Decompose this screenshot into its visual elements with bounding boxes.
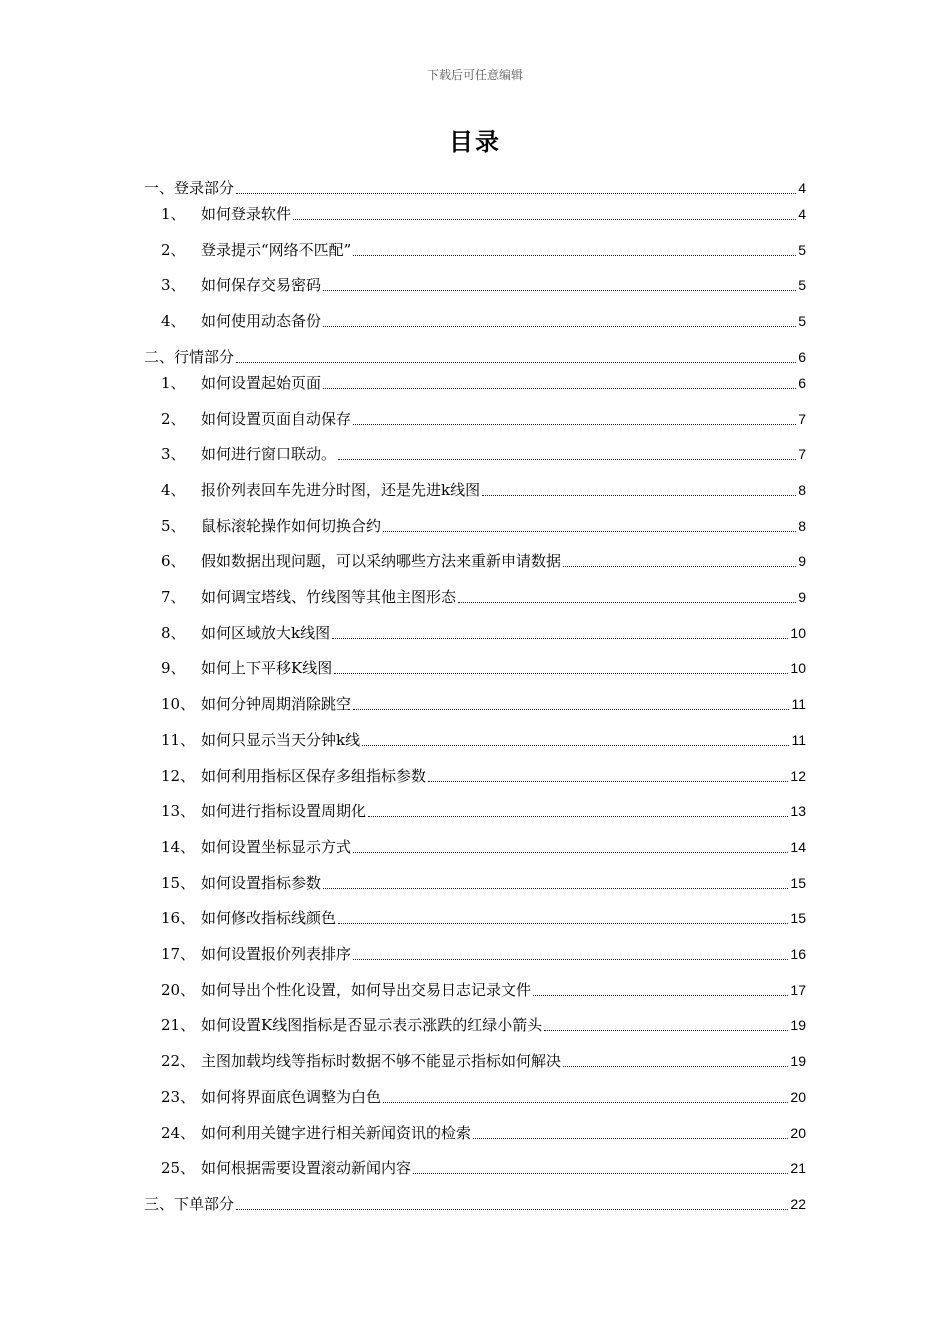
toc-entry-number: 6、 [161,552,186,571]
toc-entry-page-number: 15 [790,910,806,927]
toc-entry[interactable] [161,307,806,331]
toc-entry[interactable] [161,271,806,295]
toc-entry[interactable] [161,976,806,1000]
toc-entry-page-number: 7 [798,410,806,427]
page-title: 目录 [449,127,501,156]
toc-entry-title: 如何导出个性化设置，如何导出交易日志记录文件 [201,980,532,999]
toc-dot-leader [323,290,796,291]
toc-entry-number: 一、 [144,179,175,197]
toc-entry-page-number: 9 [798,589,806,605]
toc-entry-page-number: 20 [790,1124,806,1141]
toc-entry-page-number: 13 [790,803,806,820]
toc-entry-title: 如何进行窗口联动。 [201,445,337,464]
toc-entry-title: 如何利用指标区保存多组指标参数 [201,766,427,785]
toc-entry-title: 如何上下平移K线图 [201,659,333,678]
toc-dot-leader [428,781,788,782]
toc-entry[interactable] [161,869,806,893]
toc-entry-title: 如何设置页面自动保存 [201,409,352,428]
toc-entry-title: 如何利用关键字进行相关新闻资讯的检索 [201,1123,472,1142]
toc-entry-page-number: 9 [798,553,806,570]
toc-entry-number: 11、 [161,730,196,749]
toc-entry-title: 如何区域放大k线图 [201,623,331,642]
toc-entry[interactable] [161,762,806,786]
toc-entry-title: 如何将界面底色调整为白色 [201,1087,382,1106]
toc-entry-page-number: 4 [798,180,806,196]
toc-dot-leader [293,219,796,220]
toc-entry-title: 登录提示“网络不匹配” [201,240,352,259]
toc-dot-leader [236,193,796,194]
toc-entry-number: 4、 [161,480,186,499]
toc-entry-number: 2、 [161,409,186,428]
toc-entry[interactable] [161,369,806,393]
toc-dot-leader [334,673,788,674]
toc-entry-number: 14、 [161,837,196,856]
toc-entry-number: 8、 [161,623,186,642]
toc-entry[interactable] [161,547,806,571]
toc-entry[interactable] [161,405,806,429]
toc-entry-title: 行情部分 [174,347,235,366]
toc-entry-page-number: 20 [790,1088,806,1105]
toc-dot-leader [236,362,796,363]
toc-entry[interactable] [161,940,806,964]
toc-dot-leader [473,1138,788,1139]
toc-entry-number: 25、 [161,1159,196,1178]
toc-entry-page-number: 4 [798,206,806,222]
toc-entry-number: 9、 [161,659,186,678]
toc-entry-page-number: 16 [790,946,806,962]
toc-entry-number: 10、 [161,695,196,714]
toc-dot-leader [323,388,796,389]
toc-entry-number: 3、 [161,445,186,464]
toc-entry-title: 鼠标滚轮操作如何切换合约 [201,516,382,535]
toc-entry[interactable] [144,174,806,198]
toc-dot-leader [482,495,796,496]
toc-entry-title: 如何调宝塔线、竹线图等其他主图形态 [201,588,457,606]
toc-dot-leader [323,326,796,327]
toc-entry[interactable] [161,1047,806,1071]
toc-entry[interactable] [161,833,806,857]
toc-entry-title: 如何使用动态备份 [201,312,322,331]
toc-entry-title: 如何设置起始页面 [201,373,322,392]
toc-entry-number: 3、 [161,276,186,295]
toc-entry[interactable] [144,343,806,367]
toc-entry[interactable] [161,797,806,821]
toc-entry-title: 如何设置坐标显示方式 [201,837,352,856]
toc-dot-leader [323,888,788,889]
toc-entry-number: 22、 [161,1052,196,1071]
toc-dot-leader [332,638,788,639]
toc-entry[interactable] [161,904,806,928]
toc-entry-number: 2、 [161,240,186,259]
toc-dot-leader [353,852,788,853]
toc-entry-page-number: 6 [798,348,806,365]
toc-entry-page-number: 12 [790,767,806,784]
toc-entry-number: 20、 [161,980,196,999]
toc-entry-number: 三、 [144,1194,175,1213]
toc-entry-page-number: 14 [790,838,806,855]
toc-entry[interactable] [161,1011,806,1035]
toc-entry-page-number: 19 [790,1053,806,1070]
toc-entry-title: 如何登录软件 [201,205,292,223]
toc-dot-leader [362,745,789,746]
toc-entry-number: 7、 [161,588,186,606]
toc-entry-title: 假如数据出现问题，可以采纳哪些方法来重新申请数据 [201,552,562,571]
toc-entry-title: 如何进行指标设置周期化 [201,802,367,821]
toc-entry[interactable] [161,512,806,536]
toc-entry-title: 如何分钟周期消除跳空 [201,695,352,714]
toc-entry[interactable] [161,690,806,714]
toc-entry-title: 如何保存交易密码 [201,276,322,295]
toc-entry-page-number: 19 [790,1017,806,1034]
toc-dot-leader [563,1066,788,1067]
page-header: 下载后可任意编辑 [426,68,523,82]
toc-entry[interactable] [161,619,806,643]
toc-entry-number: 4、 [161,312,186,331]
toc-dot-leader [353,424,796,425]
toc-entry-number: 12、 [161,766,196,785]
toc-entry-title: 如何设置K线图指标是否显示表示涨跌的红绿小箭头 [201,1016,543,1035]
toc-dot-leader [236,1209,788,1210]
toc-entry-page-number: 10 [790,624,806,641]
toc-entry[interactable] [161,200,806,224]
toc-dot-leader [353,255,796,256]
toc-entry-number: 21、 [161,1016,196,1035]
toc-dot-leader [383,1102,788,1103]
toc-entry[interactable] [161,476,806,500]
toc-dot-leader [368,816,788,817]
toc-entry[interactable] [161,583,806,607]
toc-dot-leader [533,995,788,996]
toc-entry-number: 二、 [144,347,175,366]
toc-entry-number: 16、 [161,909,196,928]
toc-entry[interactable] [161,440,806,464]
toc-entry-page-number: 11 [791,696,806,713]
toc-entry-page-number: 10 [790,660,806,677]
toc-entry-number: 5、 [161,516,186,535]
toc-entry[interactable] [161,236,806,260]
toc-entry-number: 15、 [161,873,196,892]
toc-dot-leader [563,566,796,567]
toc-entry-page-number: 17 [790,981,806,998]
toc-entry-page-number: 11 [791,731,806,748]
toc-entry-page-number: 21 [790,1160,806,1177]
toc-dot-leader [413,1173,788,1174]
toc-entry-title: 如何设置报价列表排序 [201,945,352,963]
toc-entry-number: 1、 [161,205,186,223]
toc-entry-title: 主图加载均线等指标时数据不够不能显示指标如何解决 [201,1052,562,1071]
toc-entry-page-number: 8 [798,517,806,534]
toc-entry-page-number: 5 [798,277,806,294]
toc-entry[interactable] [161,1154,806,1178]
toc-entry-number: 24、 [161,1123,196,1142]
toc-entry-number: 13、 [161,802,196,821]
toc-dot-leader [338,459,796,460]
toc-entry-page-number: 6 [798,374,806,391]
toc-entry-page-number: 22 [790,1195,806,1212]
toc-dot-leader [353,959,788,960]
toc-entry-page-number: 5 [798,241,806,258]
toc-entry-page-number: 8 [798,481,806,498]
toc-entry-title: 如何修改指标线颜色 [201,909,337,928]
toc-entry-title: 如何设置指标参数 [201,873,322,892]
toc-entry[interactable] [161,726,806,750]
toc-dot-leader [458,602,796,603]
toc-entry-title: 登录部分 [174,179,235,197]
toc-dot-leader [383,531,796,532]
toc-entry-title: 下单部分 [174,1194,235,1213]
toc-dot-leader [338,923,788,924]
toc-dot-leader [353,709,789,710]
toc-entry[interactable] [161,1083,806,1107]
toc-entry-title: 报价列表回车先进分时图，还是先进k线图 [201,480,481,499]
toc-entry-page-number: 5 [798,313,806,330]
toc-entry-page-number: 7 [798,446,806,463]
toc-entry-number: 17、 [161,945,196,963]
toc-entry[interactable] [161,1119,806,1143]
toc-entry-number: 1、 [161,373,186,392]
toc-entry[interactable] [161,654,806,678]
toc-entry-title: 如何只显示当天分钟k线 [201,730,361,749]
toc-entry-title: 如何根据需要设置滚动新闻内容 [201,1159,412,1178]
toc-entry-number: 23、 [161,1087,196,1106]
toc-entry-page-number: 15 [790,874,806,891]
toc-dot-leader [544,1030,788,1031]
toc-entry[interactable] [144,1190,806,1214]
